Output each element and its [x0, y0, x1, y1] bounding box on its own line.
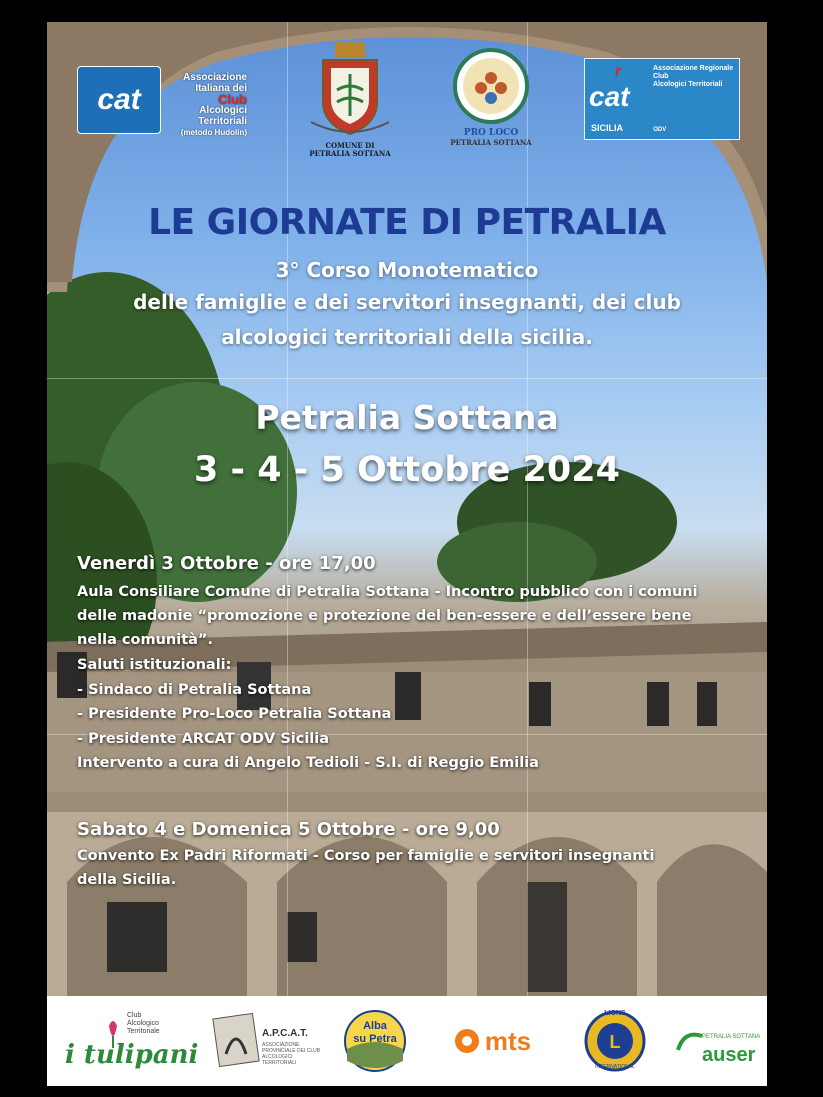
program-line: Intervento a cura di Angelo Tedioli - S.I. di Reggio Emilia — [77, 755, 539, 771]
pro-loco-logo: PRO LOCO PETRALIA SOTTANA — [449, 48, 533, 156]
program-line: delle madonie “promozione e protezione del ben-essere e dell’essere bene — [77, 608, 692, 624]
sponsor-i-tulipani-logo: i tulipani Club Alcologico Territoriale — [57, 1006, 207, 1076]
sponsor-apcat-logo: A.P.C.A.T. ASSOCIAZIONE PROVINCIALE DEI CLUB ALCOLOGICI TERRITORIALI — [212, 1006, 327, 1076]
arcat-logo-text: Associazione Regionale Club Alcologici Territoriali — [653, 65, 734, 88]
program-line: Convento Ex Padri Riformati - Corso per famiglie e servitori insegnanti — [77, 848, 655, 864]
subtitle-line-2: delle famiglie e dei servitori insegnanti, dei club — [133, 290, 681, 314]
mts-emblem-icon — [453, 1027, 481, 1055]
apcat-emblem-icon — [212, 1010, 262, 1070]
pro-loco-emblem-icon — [449, 48, 533, 128]
sponsor-mts-logo: mts — [442, 1006, 542, 1076]
subtitle-line-1: 3° Corso Monotematico — [275, 258, 539, 282]
sponsor-alba-su-petra-logo: Alba su Petra — [342, 1006, 408, 1076]
event-dates: 3 - 4 - 5 Ottobre 2024 — [194, 450, 620, 490]
cat-logo-text: Associazione Italiana dei Club Alcologici Territoriali (metodo Hudolin) — [180, 72, 247, 137]
day1-heading: Venerdì 3 Ottobre - ore 17,00 — [77, 553, 376, 574]
arcat-logo-mark: r cat — [589, 63, 630, 112]
cat-association-logo — [77, 66, 247, 137]
subtitle-line-3: alcologici territoriali della sicilia. — [221, 325, 593, 349]
event-location: Petralia Sottana — [255, 398, 559, 437]
comune-petralia-sottana-logo: COMUNE DI PETRALIA SOTTANA — [305, 42, 395, 158]
auser-swoosh-icon — [674, 1028, 704, 1058]
program-line: - Presidente ARCAT ODV Sicilia — [77, 731, 330, 747]
program-line: - Presidente Pro-Loco Petralia Sottana — [77, 706, 392, 722]
arcat-sicilia-logo: r cat Associazione Regionale Club Alcologici Territoriali SICILIA ODV — [584, 58, 740, 140]
program-line: della Sicilia. — [77, 872, 177, 888]
program-line: nella comunità”. — [77, 632, 213, 648]
program-line: Saluti istituzionali: — [77, 657, 232, 673]
program-line: - Sindaco di Petralia Sottana — [77, 682, 312, 698]
cat-logo-mark: cat — [77, 66, 161, 134]
day2-heading: Sabato 4 e Domenica 5 Ottobre - ore 9,00 — [77, 819, 500, 840]
poster — [47, 22, 767, 1086]
sponsor-auser-logo: auser PETRALIA SOTTANA — [672, 1006, 762, 1076]
tile-seam — [47, 378, 767, 379]
program-line: Aula Consiliare Comune di Petralia Sottana - Incontro pubblico con i comuni — [77, 584, 698, 600]
lions-emblem-icon — [584, 1010, 646, 1072]
svg-text:L: L — [609, 1032, 621, 1052]
sponsor-strip — [47, 996, 767, 1086]
sponsor-lions-logo: L LIONS INTERNATIONAL — [577, 1006, 653, 1076]
coat-of-arms-icon — [305, 42, 395, 140]
event-title: LE GIORNATE DI PETRALIA — [148, 202, 666, 243]
